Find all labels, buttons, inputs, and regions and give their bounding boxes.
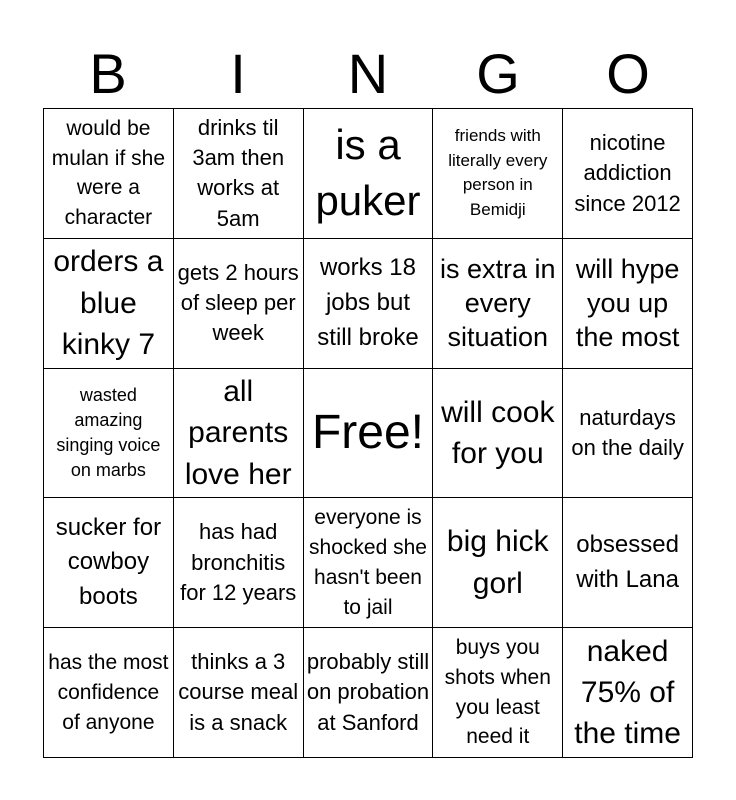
cell-text: nicotine addiction since 2012 xyxy=(574,129,681,216)
bingo-cell[interactable] xyxy=(433,109,563,239)
bingo-board xyxy=(43,108,693,758)
bingo-cell[interactable] xyxy=(563,498,693,628)
cell-text: probably still on probation at Sanford xyxy=(306,649,430,735)
cell-text: naked 75% of the time xyxy=(574,634,681,751)
bingo-cell[interactable] xyxy=(44,239,174,369)
bingo-cell[interactable] xyxy=(563,109,693,239)
bingo-cell[interactable] xyxy=(563,369,693,499)
bingo-cell[interactable] xyxy=(174,369,304,499)
cell-text: buys you shots when you least need it xyxy=(444,635,551,749)
cell-text: all parents love her xyxy=(184,374,292,491)
header-letter-g: G xyxy=(476,42,520,105)
header-letter-i: I xyxy=(230,42,246,105)
bingo-cell[interactable] xyxy=(433,628,563,758)
bingo-cell[interactable] xyxy=(304,628,434,758)
cell-text: is extra in every situation xyxy=(440,253,556,353)
cell-text: has had bronchitis for 12 years xyxy=(180,519,297,605)
bingo-header xyxy=(43,40,693,108)
cell-text: gets 2 hours of sleep per week xyxy=(177,259,299,346)
header-letter-n: N xyxy=(347,42,389,105)
cell-text: obsessed with Lana xyxy=(576,530,679,593)
cell-text: friends with literally every person in Bemidji xyxy=(448,126,548,220)
bingo-cell[interactable] xyxy=(44,369,174,499)
header-letter-o: O xyxy=(606,42,650,105)
bingo-cell[interactable] xyxy=(174,239,304,369)
bingo-cell[interactable] xyxy=(174,109,304,239)
bingo-cell[interactable] xyxy=(433,498,563,628)
cell-text: drinks til 3am then works at 5am xyxy=(192,114,285,231)
bingo-cell[interactable] xyxy=(44,498,174,628)
cell-text: everyone is shocked she hasn't been to jail xyxy=(309,506,427,619)
bingo-cell[interactable] xyxy=(433,239,563,369)
bingo-cell[interactable] xyxy=(563,239,693,369)
cell-text: orders a blue kinky 7 xyxy=(53,245,164,361)
bingo-cell[interactable] xyxy=(563,628,693,758)
bingo-cell[interactable] xyxy=(304,498,434,628)
bingo-cell[interactable] xyxy=(304,109,434,239)
bingo-cell[interactable] xyxy=(174,628,304,758)
cell-text: thinks a 3 course meal is a snack xyxy=(178,649,299,735)
cell-text: big hick gorl xyxy=(446,525,549,600)
cell-text: has the most confidence of anyone xyxy=(48,650,169,734)
cell-text: is a puker xyxy=(315,120,421,225)
cell-text: will hype you up the most xyxy=(575,253,680,353)
cell-text: will cook for you xyxy=(441,395,555,470)
header-letter-b: B xyxy=(89,42,127,105)
cell-text: sucker for cowboy boots xyxy=(55,513,162,611)
cell-text: works 18 jobs but still broke xyxy=(317,254,419,351)
cell-text: Free! xyxy=(311,406,424,460)
cell-text: naturdays on the daily xyxy=(571,404,684,460)
bingo-cell[interactable] xyxy=(44,109,174,239)
bingo-cell[interactable] xyxy=(433,369,563,499)
bingo-cell[interactable] xyxy=(174,498,304,628)
cell-text: would be mulan if she were a character xyxy=(51,116,166,230)
bingo-cell free-space[interactable] xyxy=(304,369,434,499)
cell-text: wasted amazing singing voice on marbs xyxy=(56,385,161,480)
bingo-cell[interactable] xyxy=(44,628,174,758)
bingo-cell[interactable] xyxy=(304,239,434,369)
